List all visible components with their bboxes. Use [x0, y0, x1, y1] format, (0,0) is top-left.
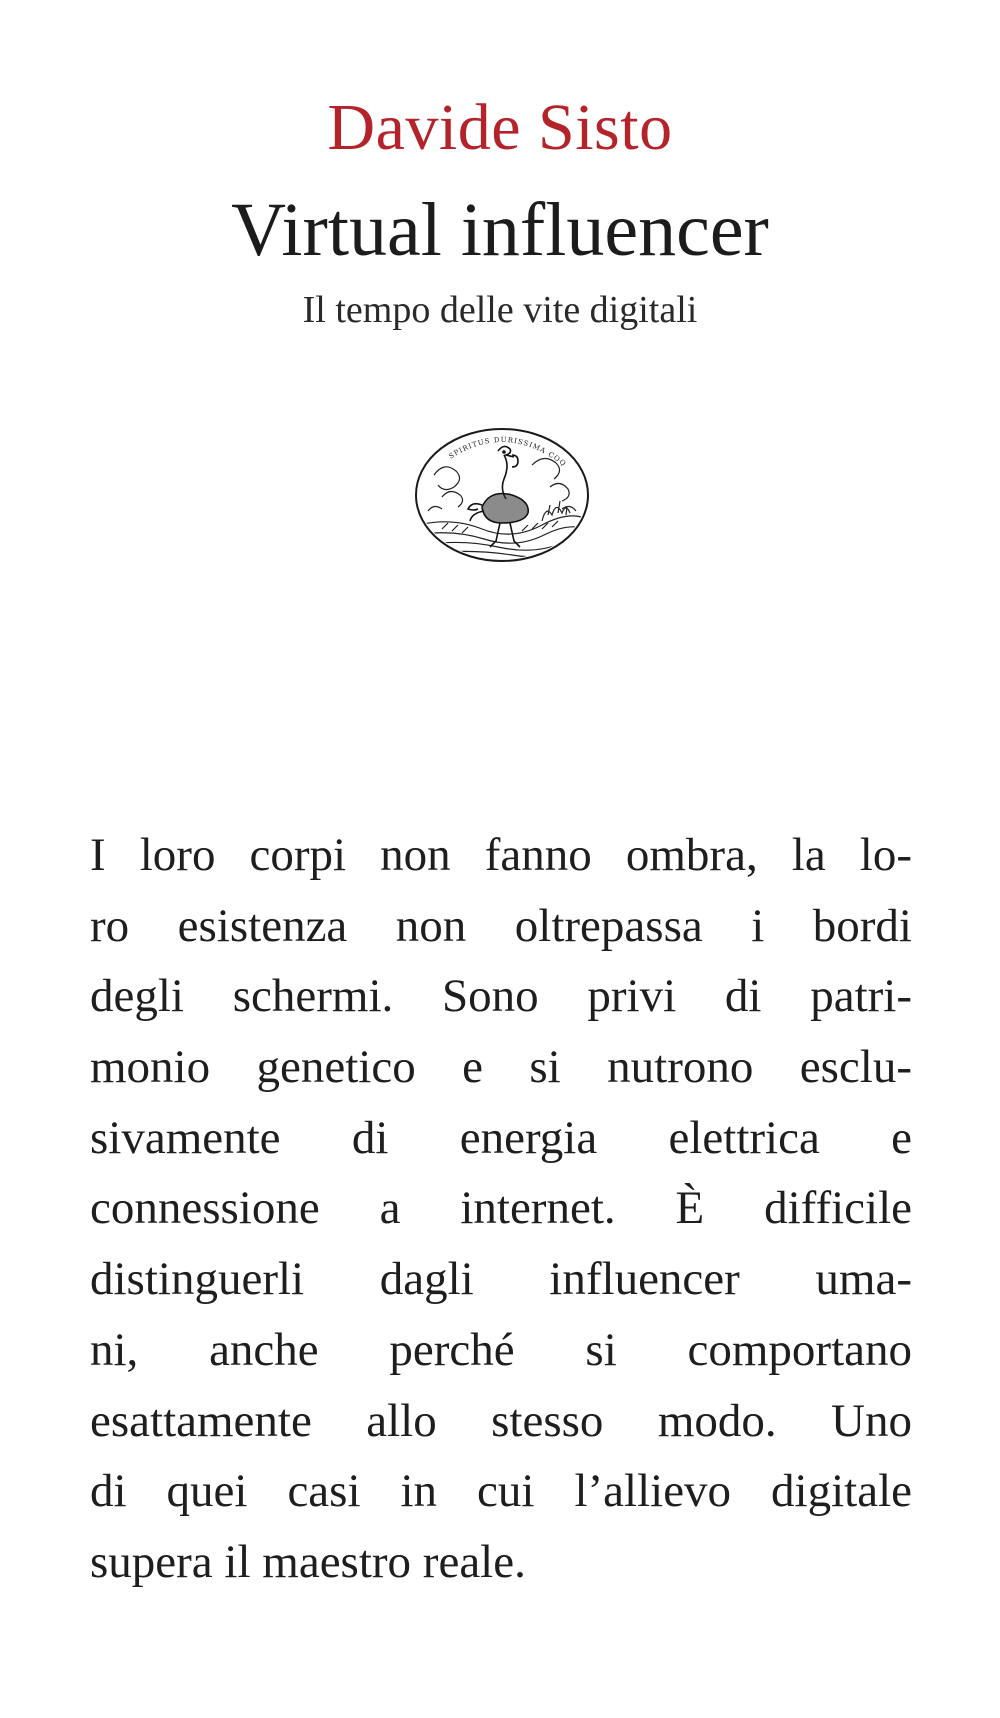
- blurb-line: ni, anche perché si comportano: [90, 1323, 912, 1376]
- blurb-line: di quei casi in cui l’allievo digitale: [90, 1465, 912, 1518]
- blurb-line: supera il maestro reale.: [90, 1535, 526, 1588]
- back-cover-blurb: [90, 820, 912, 1598]
- blurb-line: sivamente di energia elettrica e: [90, 1111, 912, 1164]
- book-title: Virtual influencer: [231, 188, 769, 272]
- blurb-line: monio genetico e si nutrono esclu-: [90, 1041, 912, 1094]
- blurb-line: esattamente allo stesso modo. Uno: [90, 1394, 912, 1447]
- blurb-line: distinguerli dagli influencer uma-: [90, 1253, 912, 1306]
- author-name: Davide Sisto: [327, 91, 673, 164]
- blurb-line: ro esistenza non oltrepassa i bordi: [90, 899, 912, 952]
- blurb-line: degli schermi. Sono privi di patri-: [90, 970, 912, 1023]
- blurb-line: I loro corpi non fanno ombra, la lo-: [90, 829, 912, 881]
- ostrich-emblem-icon: [412, 425, 592, 565]
- emblem-inscription: SPIRITUS DURISSIMA COQ: [447, 435, 568, 469]
- book-subtitle: Il tempo delle vite digitali: [302, 289, 698, 331]
- blurb-line: connessione a internet. È difficile: [90, 1182, 912, 1235]
